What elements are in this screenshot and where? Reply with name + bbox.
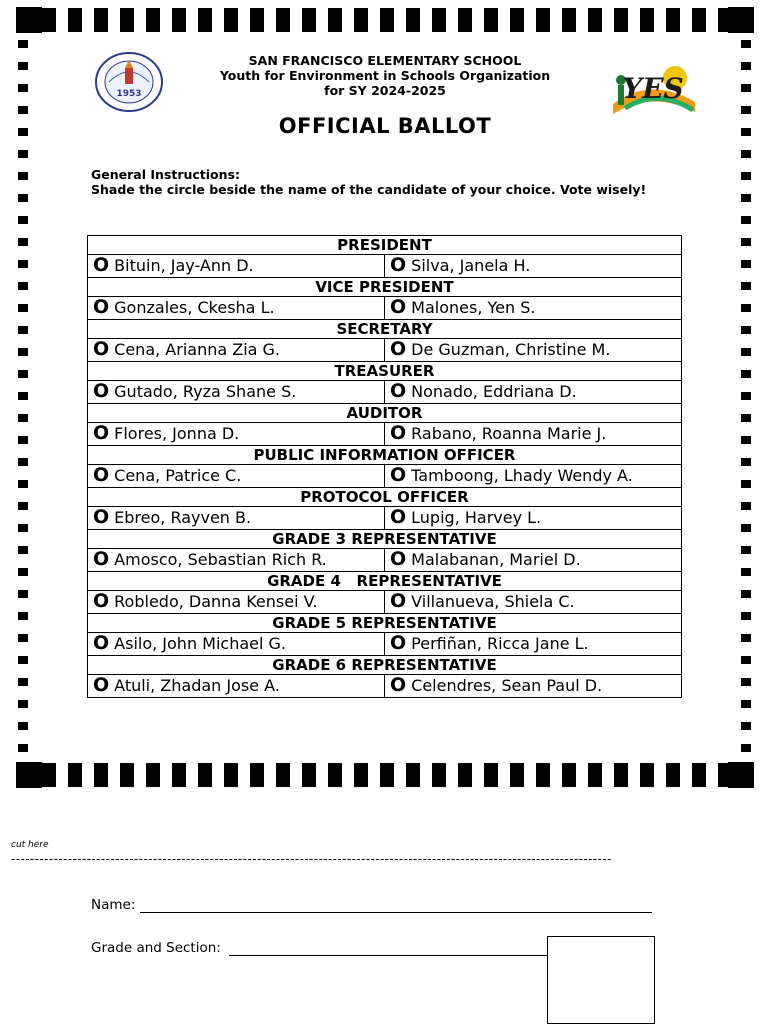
candidate-row: [88, 549, 682, 572]
candidate-name: Bituin, Jay-Ann D.: [114, 256, 254, 275]
candidate-option[interactable]: [88, 633, 385, 656]
candidate-row: [88, 423, 682, 446]
candidate-row: [88, 297, 682, 320]
candidate-name: Flores, Jonna D.: [114, 424, 240, 443]
candidate-row: [88, 465, 682, 488]
candidate-name: Ebreo, Rayven B.: [114, 508, 252, 527]
ballot-title: OFFICIAL BALLOT: [278, 114, 492, 138]
position-title: PUBLIC INFORMATION OFFICER: [88, 446, 682, 465]
ballot-frame-right: [741, 40, 751, 760]
candidate-name: Cena, Patrice C.: [114, 466, 242, 485]
vote-bubble-icon[interactable]: O: [390, 380, 407, 402]
candidate-option[interactable]: [88, 507, 385, 530]
grade-section-label: Grade and Section:: [91, 940, 221, 956]
position-title: PRESIDENT: [88, 236, 682, 255]
vote-bubble-icon[interactable]: O: [93, 548, 110, 570]
ballot-frame-top: [16, 8, 754, 32]
candidate-name: Gonzales, Ckesha L.: [114, 298, 275, 317]
vote-bubble-icon[interactable]: O: [93, 674, 110, 696]
svg-text:YES: YES: [622, 72, 684, 105]
candidate-row: [88, 675, 682, 698]
vote-bubble-icon[interactable]: O: [93, 380, 110, 402]
frame-corner: [728, 7, 754, 33]
candidate-name: Lupig, Harvey L.: [411, 508, 542, 527]
instructions-body: Shade the circle beside the name of the candidate of your choice. Vote wisely!: [91, 182, 647, 197]
candidate-option[interactable]: [88, 255, 385, 278]
vote-bubble-icon[interactable]: O: [93, 590, 110, 612]
vote-bubble-icon[interactable]: O: [390, 548, 407, 570]
position-title: PROTOCOL OFFICER: [88, 488, 682, 507]
ballot-frame-left: [18, 40, 28, 760]
organization-name: Youth for Environment in Schools Organization: [219, 68, 551, 83]
ballot-table: [87, 235, 682, 698]
position-title: GRADE 5 REPRESENTATIVE: [88, 614, 682, 633]
candidate-option[interactable]: [385, 381, 682, 404]
candidate-option[interactable]: [88, 549, 385, 572]
candidate-option[interactable]: [385, 549, 682, 572]
vote-bubble-icon[interactable]: O: [93, 296, 110, 318]
name-field[interactable]: [91, 897, 652, 913]
vote-bubble-icon[interactable]: O: [93, 464, 110, 486]
name-label: Name:: [91, 897, 136, 913]
candidate-option[interactable]: [88, 423, 385, 446]
candidate-option[interactable]: [88, 465, 385, 488]
candidate-option[interactable]: [385, 423, 682, 446]
candidate-name: Amosco, Sebastian Rich R.: [114, 550, 327, 569]
school-year: for SY 2024-2025: [324, 83, 446, 98]
vote-bubble-icon[interactable]: O: [390, 632, 407, 654]
candidate-option[interactable]: [385, 507, 682, 530]
vote-bubble-icon[interactable]: O: [390, 422, 407, 444]
candidate-option[interactable]: [385, 255, 682, 278]
school-name: SAN FRANCISCO ELEMENTARY SCHOOL: [248, 53, 522, 68]
candidate-name: Malones, Yen S.: [411, 298, 536, 317]
ballot-frame-bottom: [16, 763, 754, 787]
candidate-option[interactable]: [88, 381, 385, 404]
general-instructions: [91, 167, 661, 197]
candidate-row: [88, 633, 682, 656]
candidate-name: Silva, Janela H.: [411, 256, 531, 275]
vote-bubble-icon[interactable]: O: [93, 338, 110, 360]
candidate-option[interactable]: [385, 465, 682, 488]
candidate-name: Celendres, Sean Paul D.: [411, 676, 603, 695]
candidate-row: [88, 381, 682, 404]
vote-bubble-icon[interactable]: O: [390, 674, 407, 696]
candidate-option[interactable]: [88, 339, 385, 362]
candidate-row: [88, 339, 682, 362]
ballot-table-wrap: [87, 235, 682, 787]
candidate-option[interactable]: [385, 339, 682, 362]
cut-here-label: cut here: [11, 840, 49, 850]
vote-bubble-icon[interactable]: O: [390, 590, 407, 612]
position-title: SECRETARY: [88, 320, 682, 339]
instructions-heading: General Instructions:: [91, 167, 240, 182]
candidate-name: De Guzman, Christine M.: [411, 340, 611, 359]
candidate-option[interactable]: [385, 591, 682, 614]
frame-corner: [16, 762, 42, 788]
candidate-name: Robledo, Danna Kensei V.: [114, 592, 318, 611]
frame-corner: [16, 7, 42, 33]
candidate-name: Perfiñan, Ricca Jane L.: [411, 634, 589, 653]
vote-bubble-icon[interactable]: O: [390, 254, 407, 276]
candidate-row: [88, 255, 682, 278]
vote-bubble-icon[interactable]: O: [390, 506, 407, 528]
candidate-name: Villanueva, Shiela C.: [411, 592, 575, 611]
position-title: AUDITOR: [88, 404, 682, 423]
candidate-option[interactable]: [385, 633, 682, 656]
name-line[interactable]: [140, 898, 652, 913]
vote-bubble-icon[interactable]: O: [390, 296, 407, 318]
vote-bubble-icon[interactable]: O: [93, 254, 110, 276]
candidate-option[interactable]: [385, 675, 682, 698]
candidate-name: Cena, Arianna Zia G.: [114, 340, 281, 359]
candidate-name: Asilo, John Michael G.: [114, 634, 287, 653]
position-title: TREASURER: [88, 362, 682, 381]
position-title: VICE PRESIDENT: [88, 278, 682, 297]
cut-line: -------------------------------------------------------------------------------------------------------------------------------: [11, 852, 612, 866]
candidate-row: [88, 507, 682, 530]
vote-bubble-icon[interactable]: O: [93, 422, 110, 444]
photo-box: [547, 936, 655, 1024]
position-title: GRADE 4 REPRESENTATIVE: [88, 572, 682, 591]
vote-bubble-icon[interactable]: O: [390, 464, 407, 486]
candidate-row: [88, 591, 682, 614]
candidate-option[interactable]: [88, 675, 385, 698]
position-title: GRADE 3 REPRESENTATIVE: [88, 530, 682, 549]
candidate-option[interactable]: [385, 297, 682, 320]
svg-text:1953: 1953: [116, 89, 142, 99]
vote-bubble-icon[interactable]: O: [93, 632, 110, 654]
candidate-name: Malabanan, Mariel D.: [411, 550, 581, 569]
candidate-name: Nonado, Eddriana D.: [411, 382, 577, 401]
ballot-header: [150, 53, 620, 98]
candidate-name: Atuli, Zhadan Jose A.: [114, 676, 280, 695]
frame-corner: [728, 762, 754, 788]
vote-bubble-icon[interactable]: O: [390, 338, 407, 360]
yes-logo-icon: [603, 56, 699, 122]
candidate-option[interactable]: [88, 591, 385, 614]
candidate-option[interactable]: [88, 297, 385, 320]
candidate-name: Rabano, Roanna Marie J.: [411, 424, 607, 443]
position-title: GRADE 6 REPRESENTATIVE: [88, 656, 682, 675]
candidate-name: Tamboong, Lhady Wendy A.: [411, 466, 633, 485]
vote-bubble-icon[interactable]: O: [93, 506, 110, 528]
candidate-name: Gutado, Ryza Shane S.: [114, 382, 297, 401]
